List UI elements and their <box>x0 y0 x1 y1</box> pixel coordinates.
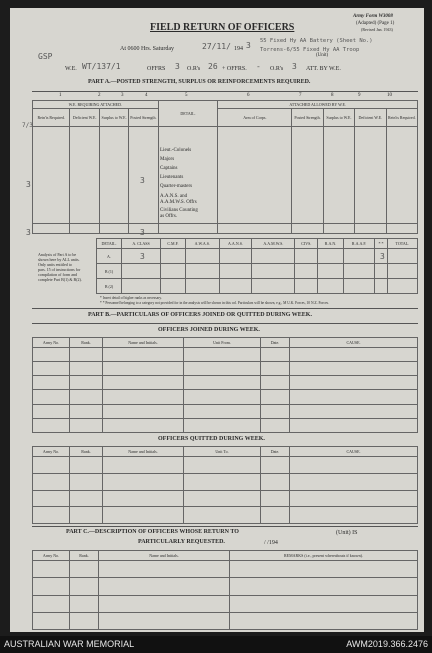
cell <box>99 595 230 612</box>
part-c-date-blank: / /194 <box>264 540 278 546</box>
cell <box>99 127 128 224</box>
cell <box>184 473 261 490</box>
cell <box>261 404 290 418</box>
joined-col-head: Date. <box>261 338 290 348</box>
cell <box>295 249 318 264</box>
analysis-head: A.A.N.S. <box>219 239 252 249</box>
joined-col-head: CAUSE. <box>290 338 418 348</box>
cell <box>387 249 417 264</box>
cell <box>33 612 70 629</box>
margin-handwritten-2: 7/3 <box>22 122 33 129</box>
plus-offrs-label: + OFFRS. <box>222 66 247 72</box>
joined-col-head: Unit From. <box>184 338 261 348</box>
army-form-revised: (Revised Jan. 1943) <box>361 27 393 32</box>
analysis-head: TOTAL. <box>387 239 417 249</box>
cell <box>99 561 230 578</box>
cell <box>103 507 184 524</box>
cell <box>290 390 418 404</box>
cell <box>161 264 186 279</box>
analysis-head: A. CLASS <box>122 239 161 249</box>
cell <box>230 612 418 629</box>
cell <box>70 595 99 612</box>
cell <box>184 376 261 390</box>
total-cell <box>99 223 128 233</box>
cell <box>70 376 103 390</box>
part-c-col-head: Rank. <box>70 551 99 561</box>
total-cell <box>218 223 292 233</box>
cell <box>33 376 70 390</box>
analysis-note-1: Analysis of Part A to be <box>38 252 77 257</box>
handwritten-left-count: 3 <box>26 180 31 189</box>
col-head-surplus-left: Surplus to W.E. <box>99 109 128 127</box>
analysis-head: C.M.F. <box>161 239 186 249</box>
unit-label: (Unit) <box>316 53 329 58</box>
cell <box>103 490 184 507</box>
cell <box>33 362 70 376</box>
col-number: 5 <box>185 93 188 98</box>
cell <box>261 418 290 432</box>
plus-offrs-handwritten: - <box>256 62 261 71</box>
cell <box>290 473 418 490</box>
cell <box>161 249 186 264</box>
cell <box>33 507 70 524</box>
cell <box>99 612 230 629</box>
cell <box>387 264 417 279</box>
cell <box>33 390 70 404</box>
cell <box>33 561 70 578</box>
handwritten-analysis-a: 3 <box>140 252 145 261</box>
we-label: W.E. <box>65 66 77 72</box>
cell <box>375 264 387 279</box>
cell <box>103 362 184 376</box>
cell <box>99 578 230 595</box>
col-head-reints-right: Rein'ts Required. <box>386 109 417 127</box>
cell <box>70 390 103 404</box>
part-c-title: PART C.—DESCRIPTION OF OFFICERS WHOSE RETURN TO <box>66 529 239 535</box>
army-form-adapted: (Adapted) (Page 1) <box>356 21 395 26</box>
cell <box>33 595 70 612</box>
col-number: 9 <box>358 93 361 98</box>
ors2-handwritten: 3 <box>292 62 297 71</box>
col-head-posted-left: Posted Strength. <box>129 109 158 127</box>
analysis-head: R.A.A.F. <box>343 239 375 249</box>
ors2-label: O.R's <box>270 66 284 72</box>
cell <box>184 457 261 474</box>
total-cell <box>386 223 417 233</box>
archive-footer <box>0 636 432 653</box>
cell <box>290 348 418 362</box>
cell <box>103 390 184 404</box>
handwritten-total-posted: 3 <box>140 228 145 237</box>
part-a-top-rule <box>32 91 418 92</box>
joined-col-head: Name and Initials. <box>103 338 184 348</box>
analysis-row-label: B (1) <box>97 264 122 279</box>
joined-table <box>32 337 418 433</box>
cell <box>70 561 99 578</box>
cell <box>375 279 387 294</box>
part-a-title: PART A.—POSTED STRENGTH, SURPLUS OR REINFORCEMENTS REQUIRED. <box>88 79 311 85</box>
part-c-col-head: Name and Initials. <box>99 551 230 561</box>
cell <box>33 348 70 362</box>
rank-item: Majors <box>160 157 175 162</box>
cell <box>387 279 417 294</box>
form-paper <box>10 8 424 632</box>
cell <box>70 418 103 432</box>
quitted-col-head: Name and Initials. <box>103 447 184 457</box>
part-b-top-rule <box>32 308 418 309</box>
cell <box>103 376 184 390</box>
cell <box>33 490 70 507</box>
rank-item: Quarter-masters <box>160 184 193 189</box>
cell <box>290 418 418 432</box>
header-at-label: At 0600 Hrs. Saturday <box>120 46 174 52</box>
cell <box>70 578 99 595</box>
cell <box>185 279 219 294</box>
we-handwritten: WT/137/1 <box>82 62 121 71</box>
cell <box>261 490 290 507</box>
cell <box>70 612 99 629</box>
cell <box>343 279 375 294</box>
total-cell <box>70 223 99 233</box>
cell <box>184 507 261 524</box>
total-cell <box>292 223 323 233</box>
cell <box>122 279 161 294</box>
header-date-handwritten: 27/11/ <box>202 42 231 51</box>
header-year: 194 <box>234 46 243 52</box>
analysis-table <box>96 238 418 294</box>
part-c-unit-suffix: (Unit) IS <box>336 530 358 536</box>
joined-col-head: Army No. <box>33 338 70 348</box>
quitted-col-head: Army No. <box>33 447 70 457</box>
cell <box>184 404 261 418</box>
offrs-handwritten: 3 <box>175 62 180 71</box>
joined-title: OFFICERS JOINED DURING WEEK. <box>158 327 260 333</box>
quitted-col-head: Date. <box>261 447 290 457</box>
cell <box>33 418 70 432</box>
cell <box>70 404 103 418</box>
rank-item: Captains <box>160 166 178 171</box>
cell <box>161 279 186 294</box>
col-head-reints-left: Rein'ts Required. <box>33 109 70 127</box>
quitted-col-head: Unit To. <box>184 447 261 457</box>
footer-accession-number: AWM2019.366.2476 <box>346 639 428 649</box>
cell <box>33 404 70 418</box>
footer-institution: AUSTRALIAN WAR MEMORIAL <box>4 639 135 649</box>
quitted-title: OFFICERS QUITTED DURING WEEK. <box>158 436 265 442</box>
attached-allowed-header: ATTACHED ALLOWED BY W.E. <box>218 101 418 109</box>
col-head-deficient-left: Deficient W.E. <box>70 109 99 127</box>
col-head-surplus-right: Surplus to W.E. <box>323 109 354 127</box>
cell <box>184 490 261 507</box>
cell <box>386 127 417 224</box>
cell <box>184 348 261 362</box>
analysis-row-label: B (2) <box>97 279 122 294</box>
cell <box>343 249 375 264</box>
footnote-1: * Insert detail of higher ranks as necessary. <box>100 296 162 300</box>
col-head-posted-right: Posted Strength. <box>292 109 323 127</box>
cell <box>70 507 103 524</box>
handwritten-total-left: 3 <box>26 228 31 237</box>
cell <box>230 595 418 612</box>
col-head-arms: Arm of Corps. <box>218 109 292 127</box>
cell <box>261 457 290 474</box>
col-number: 1 <box>59 93 62 98</box>
cell <box>103 473 184 490</box>
part-c-col-head: Army No. <box>33 551 70 561</box>
part-c-table <box>32 550 418 630</box>
analysis-note-5: compilation of form and <box>38 272 77 277</box>
rank-item: A.A.N.S. and <box>160 194 188 199</box>
cell <box>219 264 252 279</box>
part-b-title: PART B.—PARTICULARS OF OFFICERS JOINED OR QUITTED DURING WEEK. <box>88 312 312 318</box>
cell <box>261 362 290 376</box>
analysis-head: A.W.A.S. <box>185 239 219 249</box>
cell <box>185 249 219 264</box>
col-number: 4 <box>145 93 148 98</box>
we-requiring-header: W.E. REQUIRING ATTACHED. <box>33 101 159 109</box>
cell <box>70 473 103 490</box>
cell <box>290 457 418 474</box>
cell <box>70 348 103 362</box>
total-cell <box>323 223 354 233</box>
unit-handwritten-2: Torrens-6/55 Fixed Hy AA Troop <box>260 47 360 53</box>
part-a-table <box>32 100 418 234</box>
cell <box>230 561 418 578</box>
col-number: 2 <box>98 93 101 98</box>
rank-item: Lieut.-Colonels <box>160 148 192 153</box>
rank-item: as Offrs. <box>160 214 178 219</box>
header-year-handwritten: 3 <box>246 41 251 50</box>
col-head-deficient-right: Deficient W.E. <box>355 109 386 127</box>
cell <box>33 578 70 595</box>
cell <box>290 376 418 390</box>
rank-item: Civilians Counting <box>160 208 198 213</box>
cell <box>219 249 252 264</box>
joined-col-head: Rank. <box>70 338 103 348</box>
analysis-head: A.A.M.W.S. <box>252 239 295 249</box>
col-number: 8 <box>331 93 334 98</box>
cell <box>184 418 261 432</box>
cell <box>252 279 295 294</box>
cell <box>185 264 219 279</box>
cell <box>103 404 184 418</box>
unit-handwritten-1: 55 Fixed Hy AA Battery (Sheet No.) <box>260 38 373 44</box>
cell <box>219 279 252 294</box>
analysis-row-label: A. <box>97 249 122 264</box>
cell <box>261 390 290 404</box>
part-b-rule <box>32 323 418 324</box>
analysis-note-4: pars. 15 of instructions for <box>38 267 81 272</box>
cell <box>323 127 354 224</box>
handwritten-analysis-total: 3 <box>380 252 385 261</box>
col-number: 10 <box>387 93 392 98</box>
cell <box>122 264 161 279</box>
quitted-col-head: CAUSE. <box>290 447 418 457</box>
cell <box>290 490 418 507</box>
rank-item: A.A.M.W.S. Offrs <box>160 200 197 205</box>
form-title: FIELD RETURN OF OFFICERS <box>150 22 295 33</box>
cell <box>261 348 290 362</box>
cell <box>70 457 103 474</box>
cell <box>70 490 103 507</box>
total-cell <box>158 223 218 233</box>
detail-header: DETAIL. <box>158 101 218 127</box>
cell <box>261 376 290 390</box>
cell <box>290 507 418 524</box>
handwritten-posted: 3 <box>140 176 145 185</box>
cell <box>33 473 70 490</box>
col-number: 6 <box>247 93 250 98</box>
cell <box>103 418 184 432</box>
cell <box>290 404 418 418</box>
att-label: ATT. BY W.E. <box>306 66 341 72</box>
analysis-head: R.A.N. <box>318 239 344 249</box>
analysis-note-2: shown here by ALL units. <box>38 257 80 262</box>
margin-handwritten: GSP <box>38 52 53 61</box>
cell <box>252 264 295 279</box>
rank-item: Lieutenants <box>160 175 184 180</box>
cell <box>261 473 290 490</box>
part-c-col-head: REMARKS (i.e., present whereabouts if known). <box>230 551 418 561</box>
cell <box>292 127 323 224</box>
ors-handwritten: 26 <box>208 62 218 71</box>
analysis-head: DETAIL. <box>97 239 122 249</box>
army-form-number: Army Form W3008 <box>353 14 393 19</box>
col-number: 7 <box>299 93 302 98</box>
part-c-line2: PARTICULARLY REQUESTED. <box>138 539 225 545</box>
cell <box>70 362 103 376</box>
quitted-table <box>32 446 418 524</box>
cell <box>355 127 386 224</box>
cell <box>230 578 418 595</box>
footnote-2: * * Personnel belonging to a category not provided for in the analysis will be shown in this col. Particulars will be shown, e.g., M U.K. Forces, 10 N.Z. Forces. <box>100 301 329 305</box>
cell <box>290 362 418 376</box>
offrs-label: OFFRS <box>147 66 166 72</box>
analysis-note-6: complete Part B(1) & B(2). <box>38 277 82 282</box>
quitted-col-head: Rank. <box>70 447 103 457</box>
cell <box>318 249 344 264</box>
cell <box>103 348 184 362</box>
cell <box>218 127 292 224</box>
cell <box>103 457 184 474</box>
total-cell <box>355 223 386 233</box>
part-c-top-rule <box>32 526 418 527</box>
cell <box>261 507 290 524</box>
cell <box>184 390 261 404</box>
cell <box>343 264 375 279</box>
cell <box>295 279 318 294</box>
cell <box>252 249 295 264</box>
cell <box>318 264 344 279</box>
total-cell <box>33 223 70 233</box>
cell <box>295 264 318 279</box>
analysis-head: CIVS. <box>295 239 318 249</box>
col-number: 3 <box>121 93 124 98</box>
cell <box>70 127 99 224</box>
cell <box>33 127 70 224</box>
cell <box>33 457 70 474</box>
ors-label: O.R's <box>187 66 201 72</box>
cell <box>184 362 261 376</box>
cell <box>318 279 344 294</box>
analysis-note-3: Only units entitled to <box>38 262 72 267</box>
analysis-head: * * <box>375 239 387 249</box>
